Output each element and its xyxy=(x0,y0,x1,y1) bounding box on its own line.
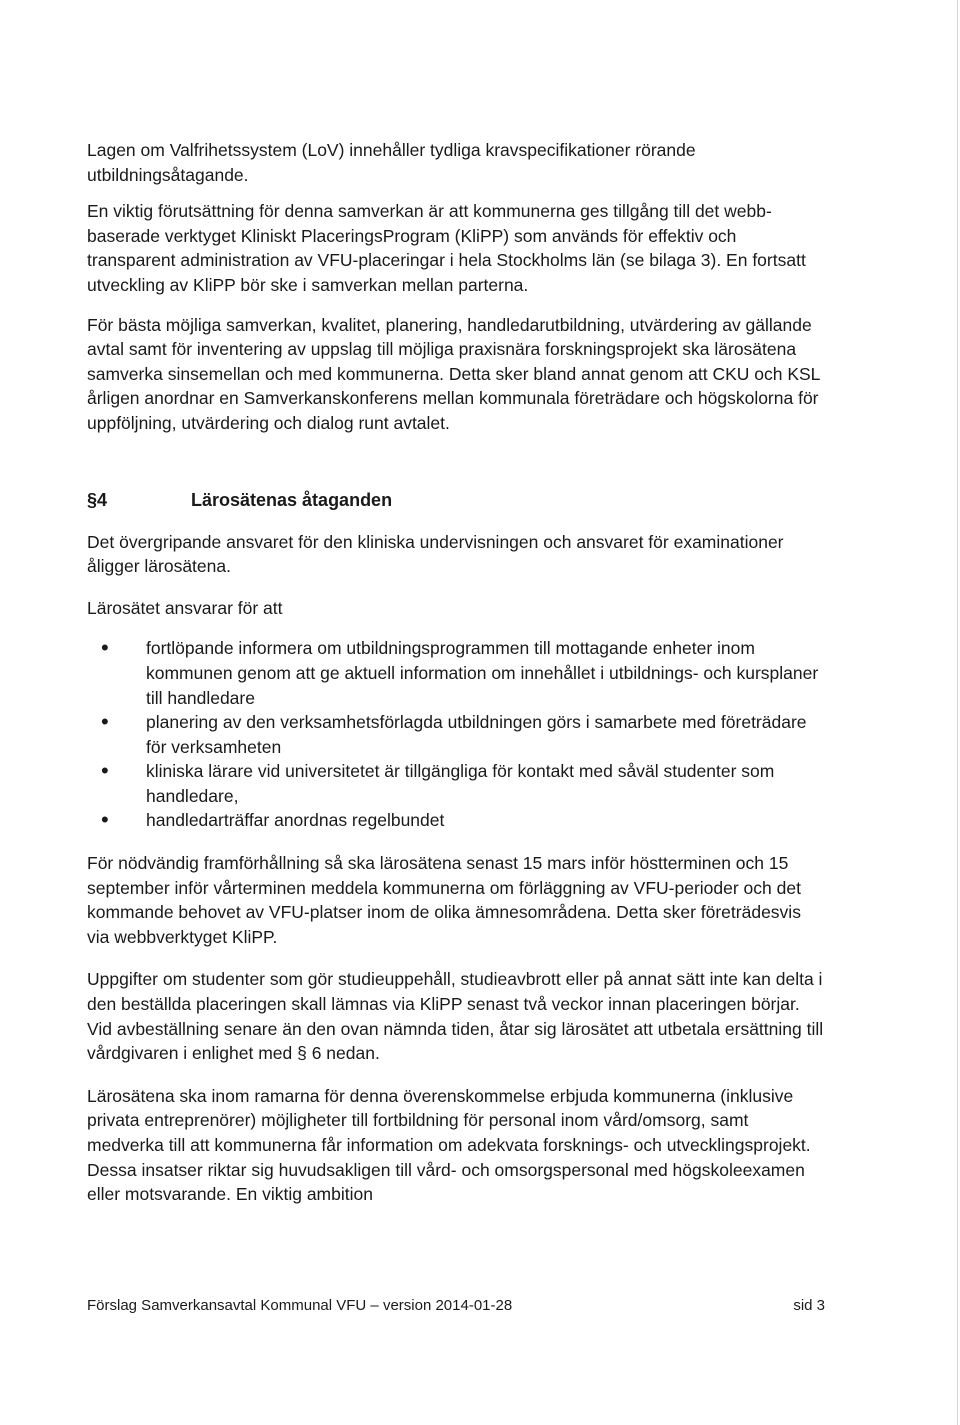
scan-edge-line xyxy=(957,0,958,1425)
list-item: • kliniska lärare vid universitetet är tillgängliga för kontakt med såväl studenter som handledare, xyxy=(87,759,827,808)
page-footer xyxy=(87,1297,825,1314)
paragraph-klipp: En viktig förutsättning för denna samverkan är att kommunerna ges tillgång till det webb-baserade verktyget Kliniskt PlaceringsProgram (KliPP) som används för effektiv och transparent administration av VFU-placeringar i hela Stockholms län (se bilaga 3). En fortsatt utveckling av KliPP bör ske i samverkan mellan parterna. xyxy=(87,201,806,295)
page-body xyxy=(87,138,827,1221)
list-item: • handledarträffar anordnas regelbundet xyxy=(87,808,827,833)
section-title: Lärosätenas åtaganden xyxy=(191,489,393,510)
section-heading xyxy=(87,488,827,512)
paragraph-ansvar: Det övergripande ansvaret för den kliniska undervisningen och ansvaret för examinationer åligger lärosätena. xyxy=(87,531,784,577)
paragraph-framforhallning: För nödvändig framförhållning så ska lärosätena senast 15 mars inför höstterminen och 15 september inför vårterminen meddela kommunerna om förläggning av VFU-perioder och det kommande behovet av VFU-platser inom de olika ämnesområdena. Detta sker företrädesvis via webbverktyget KliPP. xyxy=(87,853,801,947)
paragraph-list-intro: Lärosätet ansvarar för att xyxy=(87,597,283,618)
list-item: • planering av den verksamhetsförlagda utbildningen görs i samarbete med företrädare för verksamheten xyxy=(87,710,827,759)
paragraph-samverkan: För bästa möjliga samverkan, kvalitet, planering, handledarutbildning, utvärdering av gällande avtal samt för inventering av uppslag till möjliga praxisnära forskningsprojekt ska lärosätena samverka sinsemellan och med kommunerna. Detta sker bland annat genom att CKU och KSL årligen anordnar en Samverkanskonferens mellan kommunala företrädare och högskolorna för uppföljning, utvärdering och dialog runt avtalet. xyxy=(87,314,820,433)
paragraph-studieuppehall: Uppgifter om studenter som gör studieuppehåll, studieavbrott eller på annat sätt inte kan delta i den beställda placeringen skall lämnas via KliPP senast två veckor innan placeringen börjar. Vid avbeställning senare än den ovan nämnda tiden, åtar sig lärosätet att utbetala ersättning till vårdgivaren i enlighet med § 6 nedan. xyxy=(87,969,824,1064)
section-number: §4 xyxy=(87,489,108,510)
paragraph-lov: Lagen om Valfrihetssystem (LoV) innehåller tydliga kravspecifikationer rörande utbildningsåtagande. xyxy=(87,140,696,185)
footer-document-title: Förslag Samverkansavtal Kommunal VFU – version 2014-01-28 xyxy=(87,1297,513,1314)
duties-list xyxy=(87,636,827,833)
paragraph-fortbildning: Lärosätena ska inom ramarna för denna överenskommelse erbjuda kommunerna (inklusive privata entreprenörer) möjligheter till fortbildning för personal inom vård/omsorg, samt medverka till att kommunerna får information om adekvata forsknings- och utvecklingsprojekt. Dessa insatser riktar sig huvudsakligen till vård- och omsorgspersonal med högskoleexamen eller motsvarande. En viktig ambition xyxy=(87,1085,811,1205)
list-item: • fortlöpande informera om utbildningsprogrammen till mottagande enheter inom kommunen genom att ge aktuell information om innehållet i utbildnings- och kursplaner till handledare xyxy=(87,636,827,710)
footer-page-number: sid 3 xyxy=(793,1297,825,1314)
